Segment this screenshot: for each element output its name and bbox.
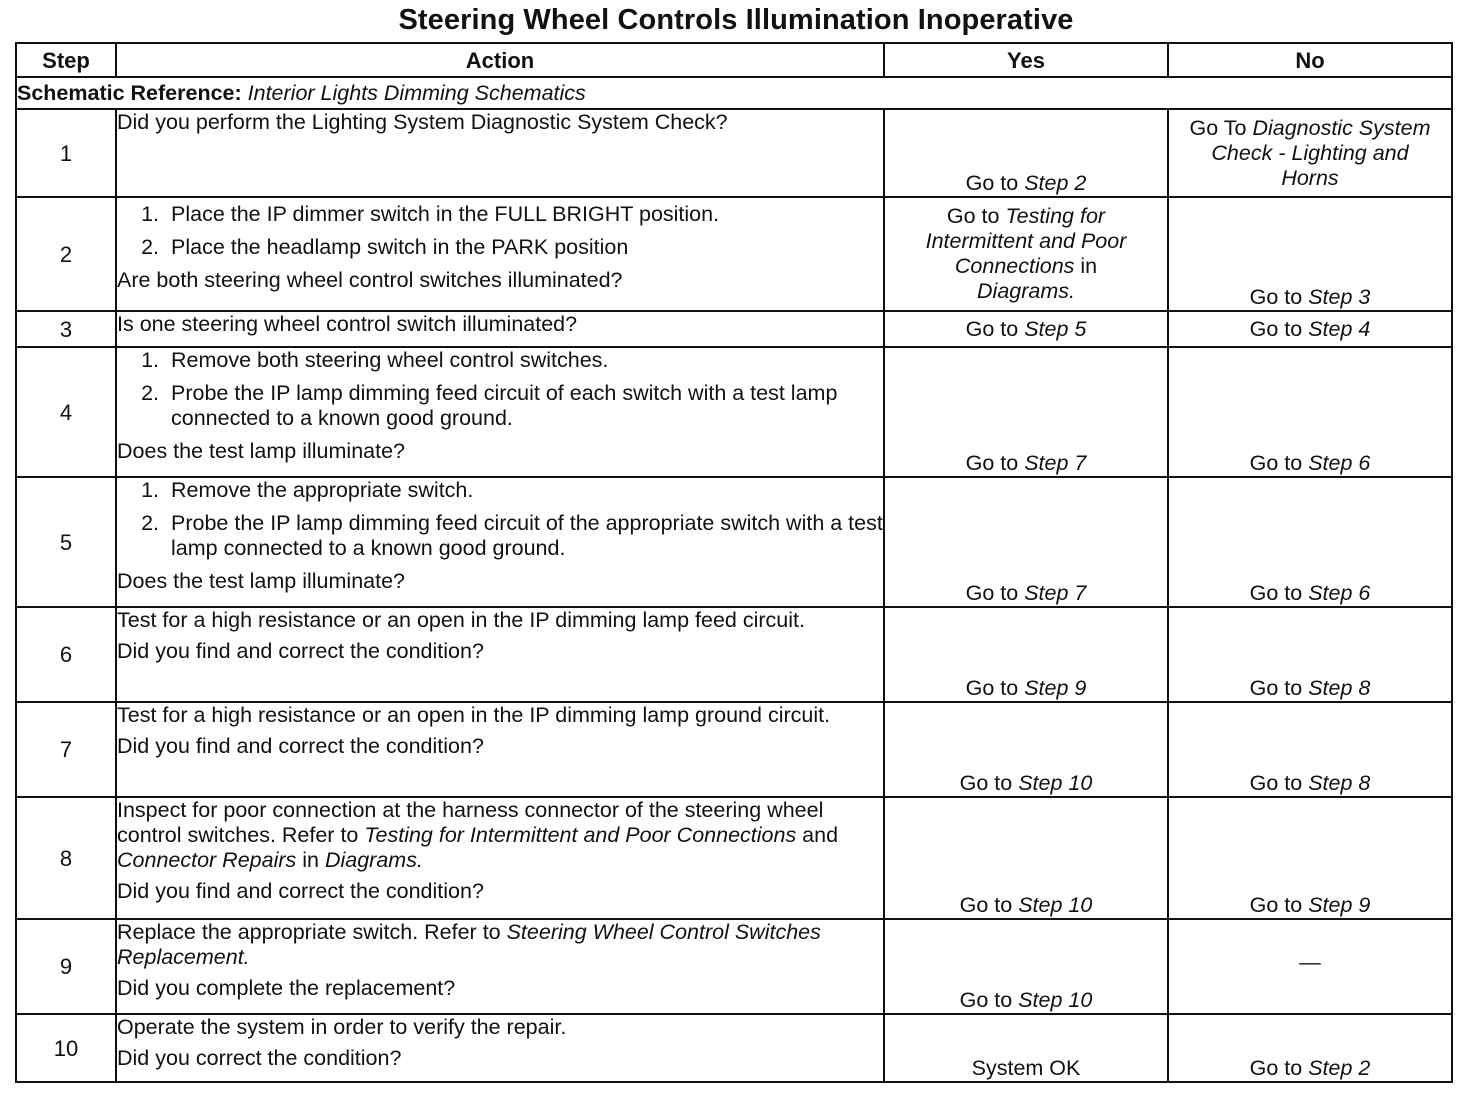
no-cell: Go To Diagnostic System Check - Lighting and Horns (1168, 109, 1452, 197)
yes-cell: Go to Step 9 (884, 607, 1168, 702)
no-cell: Go to Step 4 (1168, 311, 1452, 347)
yes-cell: System OK (884, 1014, 1168, 1082)
action-question: Did you find and correct the condition? (117, 734, 484, 758)
action-cell (116, 1014, 884, 1082)
step-number: 1 (16, 109, 116, 197)
header-action: Action (116, 43, 884, 77)
table-row (16, 1014, 1452, 1082)
diagnostic-table (15, 42, 1453, 1083)
page-title: Steering Wheel Controls Illumination Inoperative (398, 4, 1074, 36)
no-cell: Go to Step 8 (1168, 702, 1452, 797)
action-text: Operate the system in order to verify the repair. (117, 1015, 567, 1039)
yes-cell: Go to Step 5 (884, 311, 1168, 347)
yes-cell: Go to Testing for Intermittent and Poor Connections in Diagrams. (884, 197, 1168, 311)
yes-cell: Go to Step 7 (884, 347, 1168, 477)
step-number: 4 (16, 347, 116, 477)
no-cell: Go to Step 3 (1168, 197, 1452, 311)
yes-cell: Go to Step 10 (884, 702, 1168, 797)
table-row (16, 477, 1452, 607)
action-text: Test for a high resistance or an open in the IP dimming lamp feed circuit. (117, 608, 805, 632)
substep: 2. Probe the IP lamp dimming feed circuit of the appropriate switch with a test lamp connected to a known good ground. (165, 511, 883, 561)
schematic-row (16, 77, 1452, 109)
action-cell (116, 109, 884, 197)
header-step: Step (16, 43, 116, 77)
no-cell: Go to Step 9 (1168, 797, 1452, 919)
action-question: Did you correct the condition? (117, 1046, 402, 1070)
action-cell (116, 477, 884, 607)
action-question: Did you find and correct the condition? (117, 879, 484, 903)
schematic-reference (16, 77, 1452, 109)
action-question: Does the test lamp illuminate? (117, 439, 406, 463)
schematic-value: Interior Lights Dimming Schematics (247, 80, 586, 105)
step-number: 6 (16, 607, 116, 702)
yes-cell: Go to Step 7 (884, 477, 1168, 607)
action-cell (116, 607, 884, 702)
no-cell: Go to Step 6 (1168, 347, 1452, 477)
action-question: Are both steering wheel control switches illuminated? (117, 268, 623, 292)
no-cell: Go to Step 8 (1168, 607, 1452, 702)
step-number: 9 (16, 919, 116, 1014)
substep: 2. Place the headlamp switch in the PARK position (165, 235, 883, 260)
step-number: 7 (16, 702, 116, 797)
yes-cell: Go to Step 2 (884, 109, 1168, 197)
table-row (16, 109, 1452, 197)
table-row (16, 197, 1452, 311)
yes-cell: Go to Step 10 (884, 919, 1168, 1014)
no-cell: — (1168, 919, 1452, 1014)
step-number: 2 (16, 197, 116, 311)
header-row (16, 43, 1452, 77)
action-question: Is one steering wheel control switch illuminated? (117, 312, 578, 336)
table-row (16, 702, 1452, 797)
action-cell (116, 311, 884, 347)
yes-cell: Go to Step 10 (884, 797, 1168, 919)
action-text: Inspect for poor connection at the harness connector of the steering wheel control switches. Refer to Testing for Intermittent and Poor Connections and Connector Repairs in Diagrams. (117, 798, 839, 872)
schematic-label: Schematic Reference: (17, 80, 242, 105)
header-no: No (1168, 43, 1452, 77)
substep: 1. Place the IP dimmer switch in the FULL BRIGHT position. (165, 202, 883, 227)
step-number: 10 (16, 1014, 116, 1082)
no-cell: Go to Step 2 (1168, 1014, 1452, 1082)
action-question: Did you complete the replacement? (117, 976, 456, 1000)
table-row (16, 347, 1452, 477)
table-row (16, 607, 1452, 702)
step-number: 5 (16, 477, 116, 607)
substep: 1. Remove the appropriate switch. (165, 478, 883, 503)
table-row (16, 919, 1452, 1014)
table-row (16, 311, 1452, 347)
action-cell (116, 919, 884, 1014)
action-cell (116, 197, 884, 311)
step-number: 3 (16, 311, 116, 347)
header-yes: Yes (884, 43, 1168, 77)
substep: 1. Remove both steering wheel control switches. (165, 348, 883, 373)
action-question: Did you find and correct the condition? (117, 639, 484, 663)
action-question: Does the test lamp illuminate? (117, 569, 406, 593)
step-number: 8 (16, 797, 116, 919)
no-cell: Go to Step 6 (1168, 477, 1452, 607)
action-question: Did you perform the Lighting System Diagnostic System Check? (117, 110, 728, 134)
table-row (16, 797, 1452, 919)
action-cell (116, 347, 884, 477)
action-text: Replace the appropriate switch. Refer to Steering Wheel Control Switches Replacement. (117, 920, 821, 969)
action-text: Test for a high resistance or an open in the IP dimming lamp ground circuit. (117, 703, 831, 727)
action-cell (116, 797, 884, 919)
action-cell (116, 702, 884, 797)
substep: 2. Probe the IP lamp dimming feed circuit of each switch with a test lamp connected to a known good ground. (165, 381, 883, 431)
